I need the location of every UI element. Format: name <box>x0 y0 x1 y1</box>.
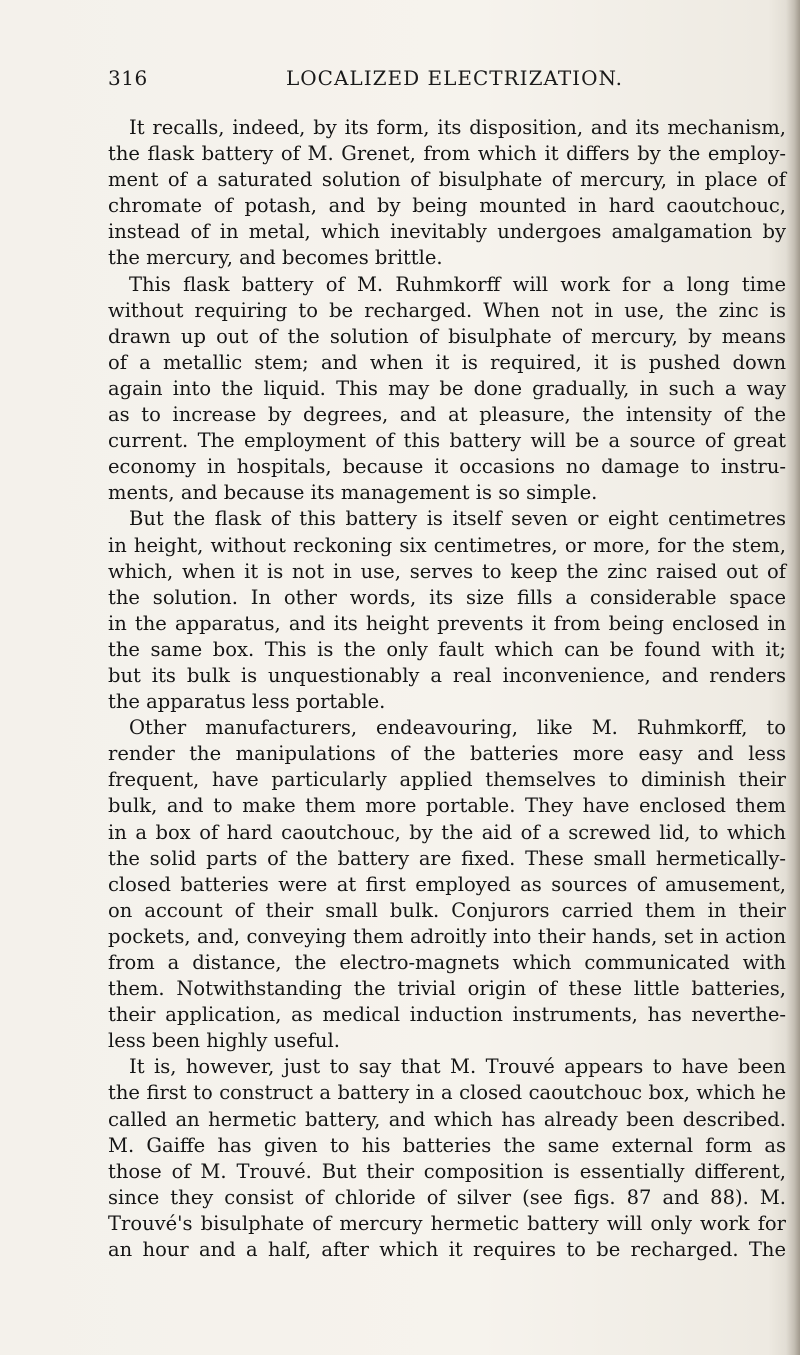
text-line: It is, however, just to say that M. Trouvé appears to have been <box>129 1055 786 1079</box>
text-line: less been highly useful. <box>108 1029 340 1053</box>
text-line: an hour and a half, after which it requires to be recharged. The <box>108 1238 786 1262</box>
paragraph <box>108 506 786 715</box>
text-line: the solid parts of the battery are fixed. These small hermetically- <box>108 846 786 870</box>
text-line: in the apparatus, and its height prevents it from being enclosed in <box>108 611 786 635</box>
text-line: from a distance, the electro-magnets which communicated with <box>108 951 786 974</box>
text-line: since they consist of chloride of silver (see figs. 87 and 88). M. <box>108 1185 786 1209</box>
text-line: again into the liquid. This may be done gradually, in such a way <box>108 376 786 400</box>
running-head <box>108 66 788 96</box>
text-line: This flask battery of M. Ruhmkorff will work for a long time <box>129 272 786 296</box>
text-line: Other manufacturers, endeavouring, like M. Ruhmkorff, to <box>129 716 786 740</box>
text-line: them. Notwithstanding the trivial origin of these little batteries, <box>108 977 786 1001</box>
text-line: render the manipulations of the batteries more easy and less <box>108 742 786 766</box>
text-line: economy in hospitals, because it occasions no damage to instru- <box>108 455 786 479</box>
text-line: as to increase by degrees, and at pleasure, the intensity of the <box>108 403 786 427</box>
text-line: instead of in metal, which inevitably undergoes amalgamation by <box>108 220 786 244</box>
paragraph <box>108 715 786 1054</box>
text-line: on account of their small bulk. Conjurors carried them in their <box>108 898 786 922</box>
paragraph <box>108 1054 786 1263</box>
text-line: but its bulk is unquestionably a real inconvenience, and renders <box>108 663 786 687</box>
text-line: closed batteries were at first employed as sources of amusement, <box>108 872 786 896</box>
text-line: the mercury, and becomes brittle. <box>108 246 443 270</box>
text-line: bulk, and to make them more portable. They have enclosed them <box>108 794 786 818</box>
text-line: of a metallic stem; and when it is required, it is pushed down <box>108 350 786 374</box>
running-title: LOCALIZED ELECTRIZATION. <box>286 66 624 90</box>
text-line: M. Gaiffe has given to his batteries the same external form as <box>108 1133 786 1157</box>
text-line: their application, as medical induction instruments, has neverthe- <box>108 1003 786 1027</box>
text-line: pockets, and, conveying them adroitly into their hands, set in action <box>108 924 786 948</box>
page-number: 316 <box>108 66 148 90</box>
text-line: frequent, have particularly applied themselves to diminish their <box>108 768 786 792</box>
text-line: But the flask of this battery is itself seven or eight centimetres <box>129 507 786 531</box>
text-line: the same box. This is the only fault which can be found with it; <box>108 637 786 661</box>
text-line: the solution. In other words, its size fills a considerable space <box>108 585 786 609</box>
body-text <box>108 115 786 1263</box>
page-edge-shadow <box>786 0 800 1355</box>
text-line: current. The employment of this battery will be a source of great <box>108 429 786 453</box>
text-line: the first to construct a battery in a closed caoutchouc box, which he <box>108 1081 786 1105</box>
text-line: ment of a saturated solution of bisulphate of mercury, in place of <box>108 168 786 192</box>
paragraph <box>108 272 786 507</box>
text-line: in a box of hard caoutchouc, by the aid of a screwed lid, to which <box>108 820 786 844</box>
text-line: It recalls, indeed, by its form, its disposition, and its mechanism, <box>129 116 786 139</box>
text-line: those of M. Trouvé. But their composition is essentially different, <box>108 1159 786 1183</box>
text-line: drawn up out of the solution of bisulphate of mercury, by means <box>108 324 786 348</box>
text-line: the flask battery of M. Grenet, from which it differs by the employ- <box>108 142 786 166</box>
text-line: the apparatus less portable. <box>108 690 386 714</box>
paragraph <box>108 115 786 272</box>
text-line: which, when it is not in use, serves to keep the zinc raised out of <box>108 559 786 583</box>
text-line: without requiring to be recharged. When not in use, the zinc is <box>108 298 786 322</box>
text-line: chromate of potash, and by being mounted in hard caoutchouc, <box>108 194 786 218</box>
text-line: Trouvé's bisulphate of mercury hermetic battery will only work for <box>108 1211 786 1235</box>
text-line: called an hermetic battery, and which has already been described. <box>108 1107 786 1131</box>
text-line: ments, and because its management is so simple. <box>108 481 598 505</box>
text-line: in height, without reckoning six centimetres, or more, for the stem, <box>108 533 786 557</box>
